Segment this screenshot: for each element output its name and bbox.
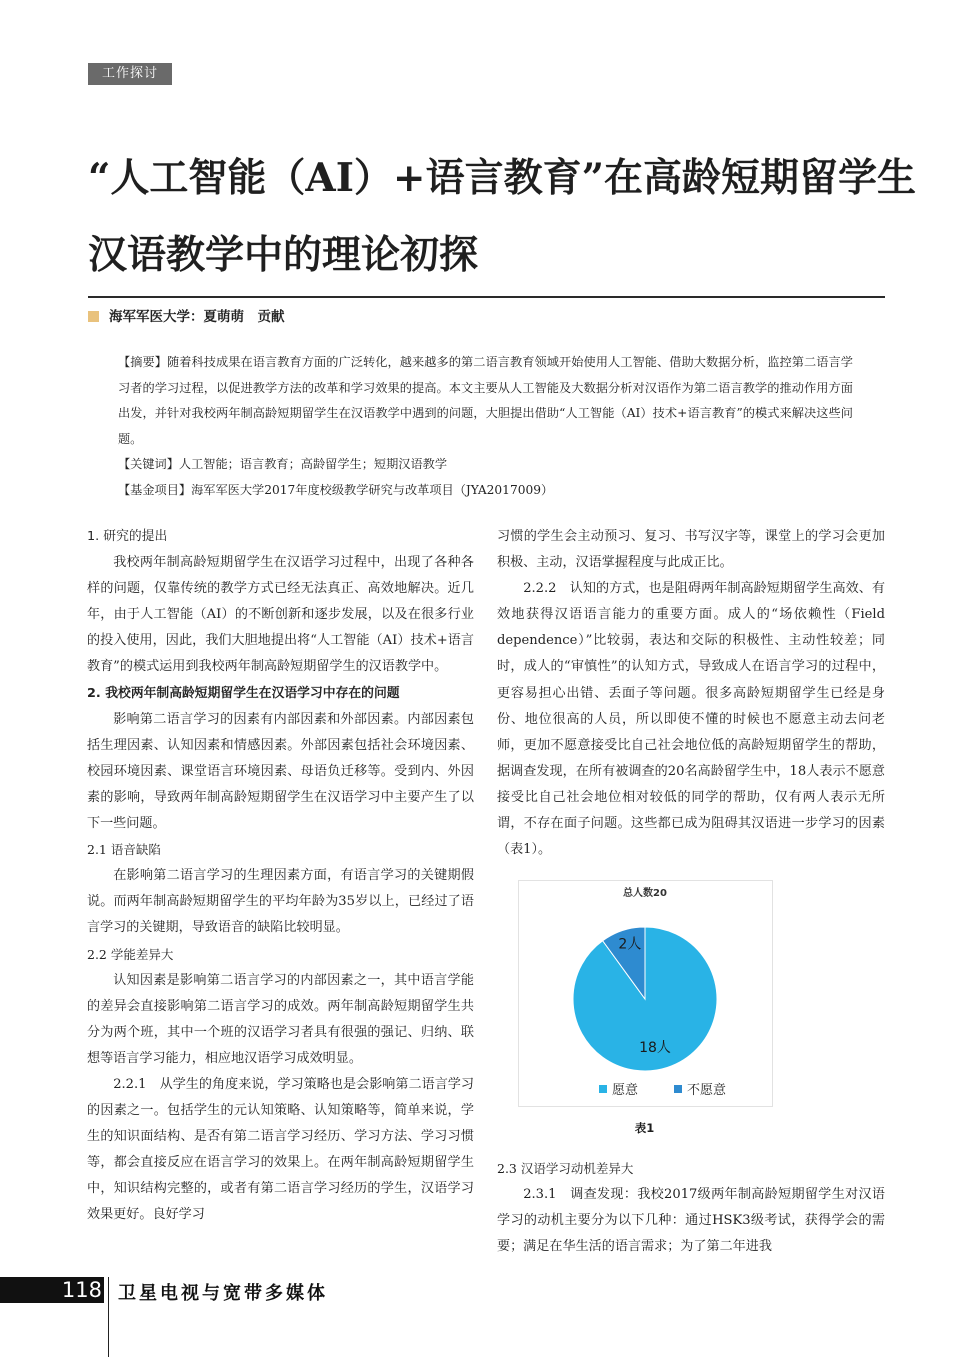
abstract-summary: 【摘要】随着科技成果在语言教育方面的广泛转化，越来越多的第二语言教育领域开始使用人工智能、借助大数据分析，监控第二语言学习者的学习过程，以促进教学方法的改革和学习效果的提高。本文主要从人工智能及大数据分析对汉语作为第二语言教学的推动作用方面出发，并针对我校两年制高龄短期留学生在汉语教学中遇到的问题，大胆提出借助“人工智能（AI）技术+语言教育”的模式来解决这些问题。 xyxy=(118,355,853,446)
paragraph: 2.2.1 从学生的角度来说，学习策略也是会影响第二语言学习的因素之一。包括学生的元认知策略、认知策略等，简单来说，学生的知识面结构、是否有第二语言学习经历、学习方法、学习习惯等，都会直接反应在语言学习的效果上。在两年制高龄短期留学生中，知识结构完整的，或者有第二语言学习经历的学生，汉语学习效果更好。良好学习 xyxy=(87,1076,474,1223)
heading-2-3: 2.3 汉语学习动机差异大 xyxy=(497,1161,634,1176)
article-title-line2: 汉语教学中的理论初探 xyxy=(88,232,479,278)
article-title-line1: “人工智能（AI）+语言教育”在高龄短期留学生 xyxy=(88,155,917,201)
pie-data-label: 2人 xyxy=(618,936,642,953)
heading-2-1: 2.1 语音缺陷 xyxy=(87,842,161,858)
author-text: 海军军医大学：夏萌萌 贡献 xyxy=(109,309,285,325)
footer-divider xyxy=(108,1277,109,1357)
journal-name: 卫星电视与宽带多媒体 xyxy=(118,1283,328,1304)
section-tag: 工作探讨 xyxy=(88,63,172,85)
heading-2: 2. 我校两年制高龄短期留学生在汉语学习中存在的问题 xyxy=(87,685,400,701)
paragraph: 习惯的学生会主动预习、复习、书写汉字等，课堂上的学习会更加积极、主动，汉语掌握程度与此成正比。 xyxy=(497,529,885,571)
paragraph: 在影响第二语言学习的生理因素方面，有语言学习的关键期假说。而两年制高龄短期留学生的平均年龄为35岁以上，已经过了语言学习的关键期，导致语音的缺陷比较明显。 xyxy=(87,868,474,936)
paragraph: 2.3.1 调查发现：我校2017级两年制高龄短期留学生对汉语学习的动机主要分为以下几种：通过HSK3级考试，获得学会的需要；满足在华生活的语言需求；为了第二年进我 xyxy=(497,1187,885,1255)
pie-chart-svg xyxy=(519,881,772,1106)
author-line xyxy=(88,307,285,327)
abstract-fund: 【基金项目】海军军医大学2017年度校级教学研究与改革项目（JYA2017009） xyxy=(118,482,554,497)
legend-swatch xyxy=(674,1085,682,1093)
chart-title: 总人数20 xyxy=(623,888,667,899)
chart-caption: 表1 xyxy=(634,1121,655,1135)
title-divider xyxy=(88,296,885,298)
legend-swatch xyxy=(599,1085,607,1093)
page-number: 118 xyxy=(0,1277,104,1303)
heading-1: 1. 研究的提出 xyxy=(87,529,168,544)
right-column xyxy=(497,524,885,863)
right-column-lower xyxy=(497,1156,885,1260)
paragraph: 我校两年制高龄短期留学生在汉语学习过程中，出现了各种各样的问题，仅靠传统的教学方式已经无法真正、高效地解决。近几年，由于人工智能（AI）的不断创新和逐步发展，以及在很多行业的投入使用，因此，我们大胆地提出将“人工智能（AI）技术+语言教育”的模式运用到我校两年制高龄短期留学生的汉语教学中。 xyxy=(87,555,474,675)
legend-label: 不愿意 xyxy=(687,1083,727,1098)
abstract-block xyxy=(118,350,853,503)
paragraph: 影响第二语言学习的因素有内部因素和外部因素。内部因素包括生理因素、认知因素和情感因素。外部因素包括社会环境因素、校园环境因素、课堂语言环境因素、母语负迁移等。受到内、外因素的影响，导致两年制高龄短期留学生在汉语学习中主要产生了以下一些问题。 xyxy=(87,711,474,832)
paragraph: 认知因素是影响第二语言学习的内部因素之一，其中语言学能的差异会直接影响第二语言学习的成效。两年制高龄短期留学生共分为两个班，其中一个班的汉语学习者具有很强的强记、归纳、联想等语言学习能力，相应地汉语学习成效明显。 xyxy=(87,972,474,1066)
author-marker-icon xyxy=(88,311,99,322)
abstract-keywords: 【关键词】人工智能；语言教育；高龄留学生；短期汉语教学 xyxy=(118,457,448,471)
legend-label: 愿意 xyxy=(612,1083,639,1098)
heading-2-2: 2.2 学能差异大 xyxy=(87,946,174,962)
pie-data-label: 18人 xyxy=(639,1039,671,1056)
left-column xyxy=(87,524,474,1229)
pie-chart xyxy=(518,880,773,1107)
paragraph: 2.2.2 认知的方式，也是阻碍两年制高龄短期留学生高效、有效地获得汉语语言能力的重要方面。成人的“场依赖性（Field dependence）”比较弱，表达和交际的积极性、主动性较差；同时，成人的“审慎性”的认知方式，导致成人在语言学习的过程中，更容易担心出错、丢面子等问题。很多高龄短期留学生已经是身份、地位很高的人员，所以即使不懂的时候也不愿意主动去问老师，更加不愿意接受比自己社会地位低的高龄短期留学生的帮助，据调查发现，在所有被调查的20名高龄留学生中，18人表示不愿意接受比自己社会地位相对较低的同学的帮助，仅有两人表示无所谓，不存在面子问题。这些都已成为阻碍其汉语进一步学习的因素（表1）。 xyxy=(497,581,885,858)
